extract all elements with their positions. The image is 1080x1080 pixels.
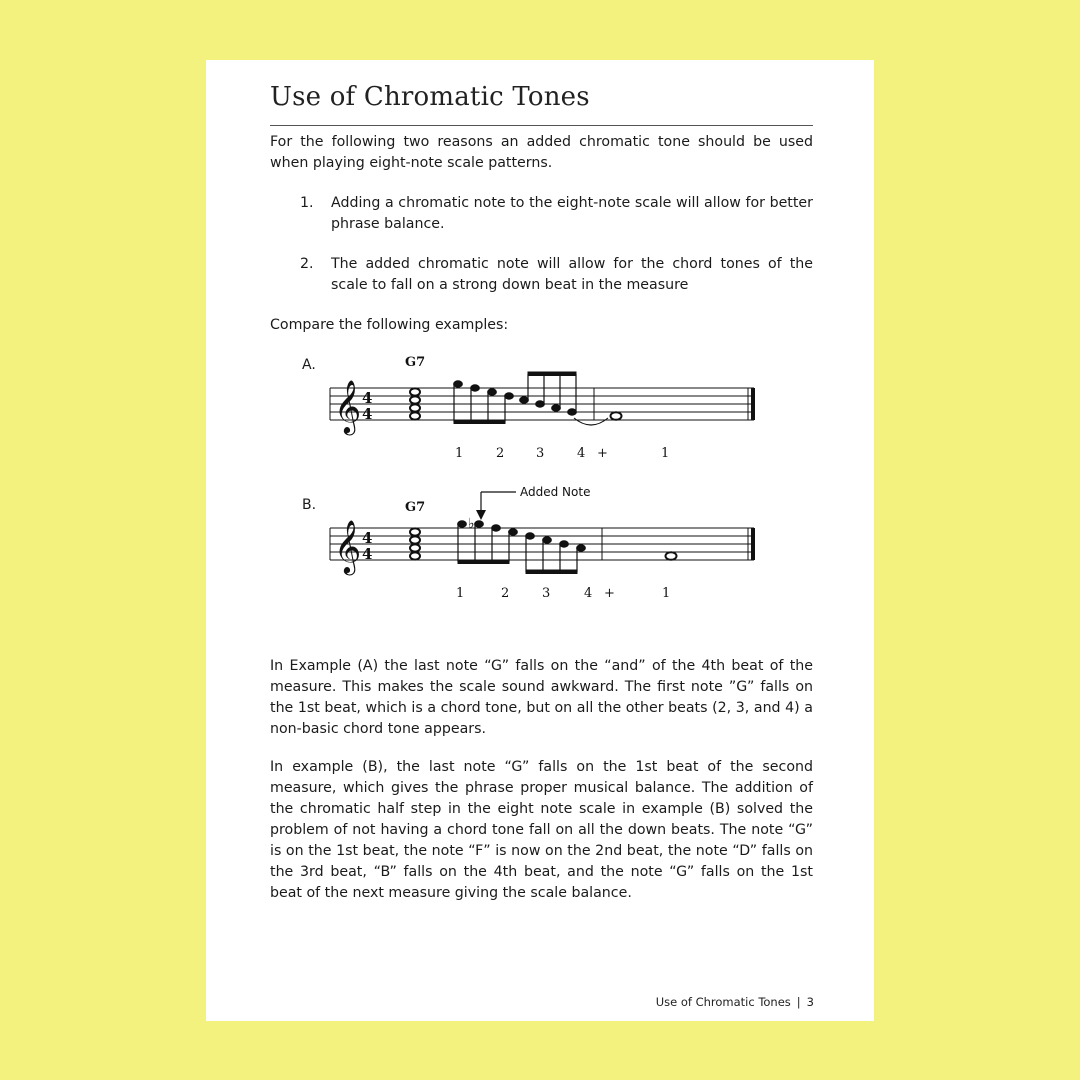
- beat-count: 3: [542, 586, 551, 601]
- beat-count: 3: [536, 446, 545, 460]
- eighth-note-group-1: [454, 381, 514, 424]
- added-note-arrow-icon: [476, 492, 516, 520]
- explanation-paragraph-a: In Example (A) the last note “G” falls on the “and” of the 4th beat of the measure. This makes the scale sound awkward. The first note ”G” falls on the 1st beat, which is a chord tone, but on all the other beats (2, 3, and 4) a non-basic chord tone appears.: [270, 658, 813, 737]
- page-number: 3: [806, 995, 814, 1009]
- music-example-a: [316, 350, 766, 460]
- footer-section-title: Use of Chromatic Tones: [655, 995, 791, 1009]
- example-a-label: A.: [302, 357, 316, 373]
- list-item: [300, 254, 813, 296]
- beat-count: 1: [456, 586, 465, 601]
- beat-count: +: [604, 586, 615, 601]
- eighth-note-group-2: [526, 533, 586, 574]
- page-title: Use of Chromatic Tones: [270, 82, 590, 112]
- example-b-label: B.: [302, 497, 317, 513]
- intro-paragraph: For the following two reasons an added chromatic tone should be used when playing eight-note scale patterns.: [270, 134, 813, 171]
- beat-count: 2: [501, 586, 510, 601]
- chord-symbol: G7: [405, 500, 426, 515]
- beat-count: 1: [661, 446, 670, 460]
- svg-text:𝄞: 𝄞: [334, 519, 362, 573]
- time-signature-top: 4: [362, 529, 373, 547]
- footer-separator: |: [796, 995, 801, 1009]
- beat-count: 1: [662, 586, 671, 601]
- whole-note: [666, 552, 677, 560]
- eighth-note-group-1: [458, 521, 518, 564]
- book-page: [206, 60, 874, 1021]
- time-signature-bottom: 4: [362, 405, 373, 423]
- beat-count: 4: [584, 586, 593, 601]
- treble-clef-icon: [334, 519, 361, 575]
- beat-counts: [455, 446, 669, 460]
- staff-lines: [330, 528, 754, 560]
- list-text: Adding a chromatic note to the eight-note scale will allow for better phrase balance.: [331, 195, 813, 232]
- svg-text:𝄞: 𝄞: [334, 379, 362, 433]
- added-note-annotation: Added Note: [520, 485, 591, 499]
- list-text: The added chromatic note will allow for the chord tones of the scale to fall on a strong down beat in the measure: [331, 256, 813, 293]
- beat-count: 1: [455, 446, 464, 460]
- list-number: 2.: [300, 256, 314, 272]
- final-bar-thick: [751, 388, 755, 420]
- beat-count: +: [597, 446, 608, 460]
- time-signature-bottom: 4: [362, 545, 373, 563]
- list-number: 1.: [300, 195, 314, 211]
- compare-label: Compare the following examples:: [270, 317, 509, 333]
- beat-count: 4: [577, 446, 586, 460]
- eighth-note-group-2: [520, 372, 577, 415]
- treble-clef-icon: [334, 379, 361, 435]
- final-bar-thick: [751, 528, 755, 560]
- list-item: [300, 193, 813, 235]
- whole-note: [611, 412, 622, 420]
- tie: [574, 418, 608, 425]
- page-footer: [656, 995, 814, 1009]
- chord-symbol: G7: [405, 355, 426, 370]
- beat-count: 2: [496, 446, 505, 460]
- beat-counts: [456, 586, 670, 601]
- music-example-b: [316, 480, 766, 605]
- title-divider: [270, 125, 813, 126]
- explanation-paragraph-b: In example (B), the last note “G” falls on the 1st beat of the second measure, which gives the phrase proper musical balance. The addition of the chromatic half step in the eight note scale in example (B) solved the problem of not having a chord tone fall on all the down beats. The note “G” is on the 1st beat, the note “F” is now on the 2nd beat, the note “D” falls on the 3rd beat, “B” falls on the 4th beat, and the note “G” falls on the 1st beat of the next measure giving the scale balance.: [270, 759, 813, 901]
- time-signature-top: 4: [362, 389, 373, 407]
- flat-accidental-icon: ♭: [468, 516, 475, 532]
